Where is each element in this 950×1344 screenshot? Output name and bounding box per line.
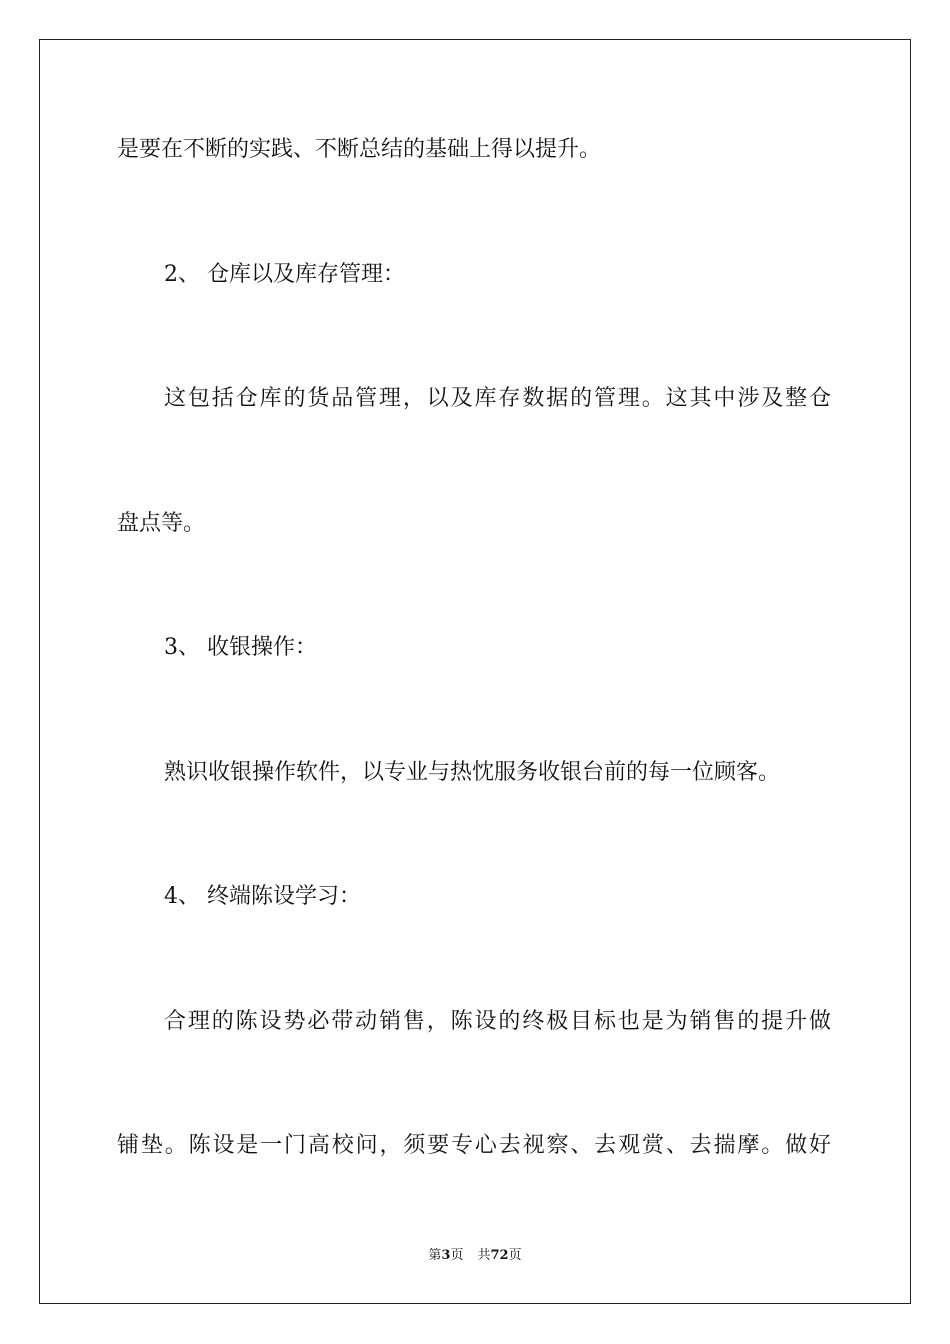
total-suffix: 页 xyxy=(508,1248,522,1263)
total-prefix: 共 xyxy=(477,1248,491,1263)
heading-item-3: 3、 收银操作： xyxy=(164,635,317,660)
heading-item-4: 4、 终端陈设学习： xyxy=(164,884,361,909)
text-line-8: 合理的陈设势必带动销售，陈设的终极目标也是为销售的提升做 xyxy=(164,1009,831,1034)
text-line-1: 是要在不断的实践、不断总结的基础上得以提升。 xyxy=(117,137,602,162)
text-line-9: 铺垫。陈设是一门高校问，须要专心去视察、去观赏、去揣摩。做好 xyxy=(117,1133,831,1158)
page-frame xyxy=(39,39,911,1304)
text-line-6: 熟识收银操作软件，以专业与热忱服务收银台前的每一位顾客。 xyxy=(164,760,781,785)
text-line-4: 盘点等。 xyxy=(117,511,206,536)
page-suffix: 页 xyxy=(450,1248,464,1263)
page-number: 3 xyxy=(441,1248,451,1263)
text-line-3: 这包括仓库的货品管理，以及库存数据的管理。这其中涉及整仓 xyxy=(164,386,831,411)
page-footer xyxy=(0,1249,950,1262)
total-number: 72 xyxy=(490,1248,509,1263)
heading-item-2: 2、 仓库以及库存管理： xyxy=(164,262,405,287)
page-prefix: 第 xyxy=(428,1248,442,1263)
